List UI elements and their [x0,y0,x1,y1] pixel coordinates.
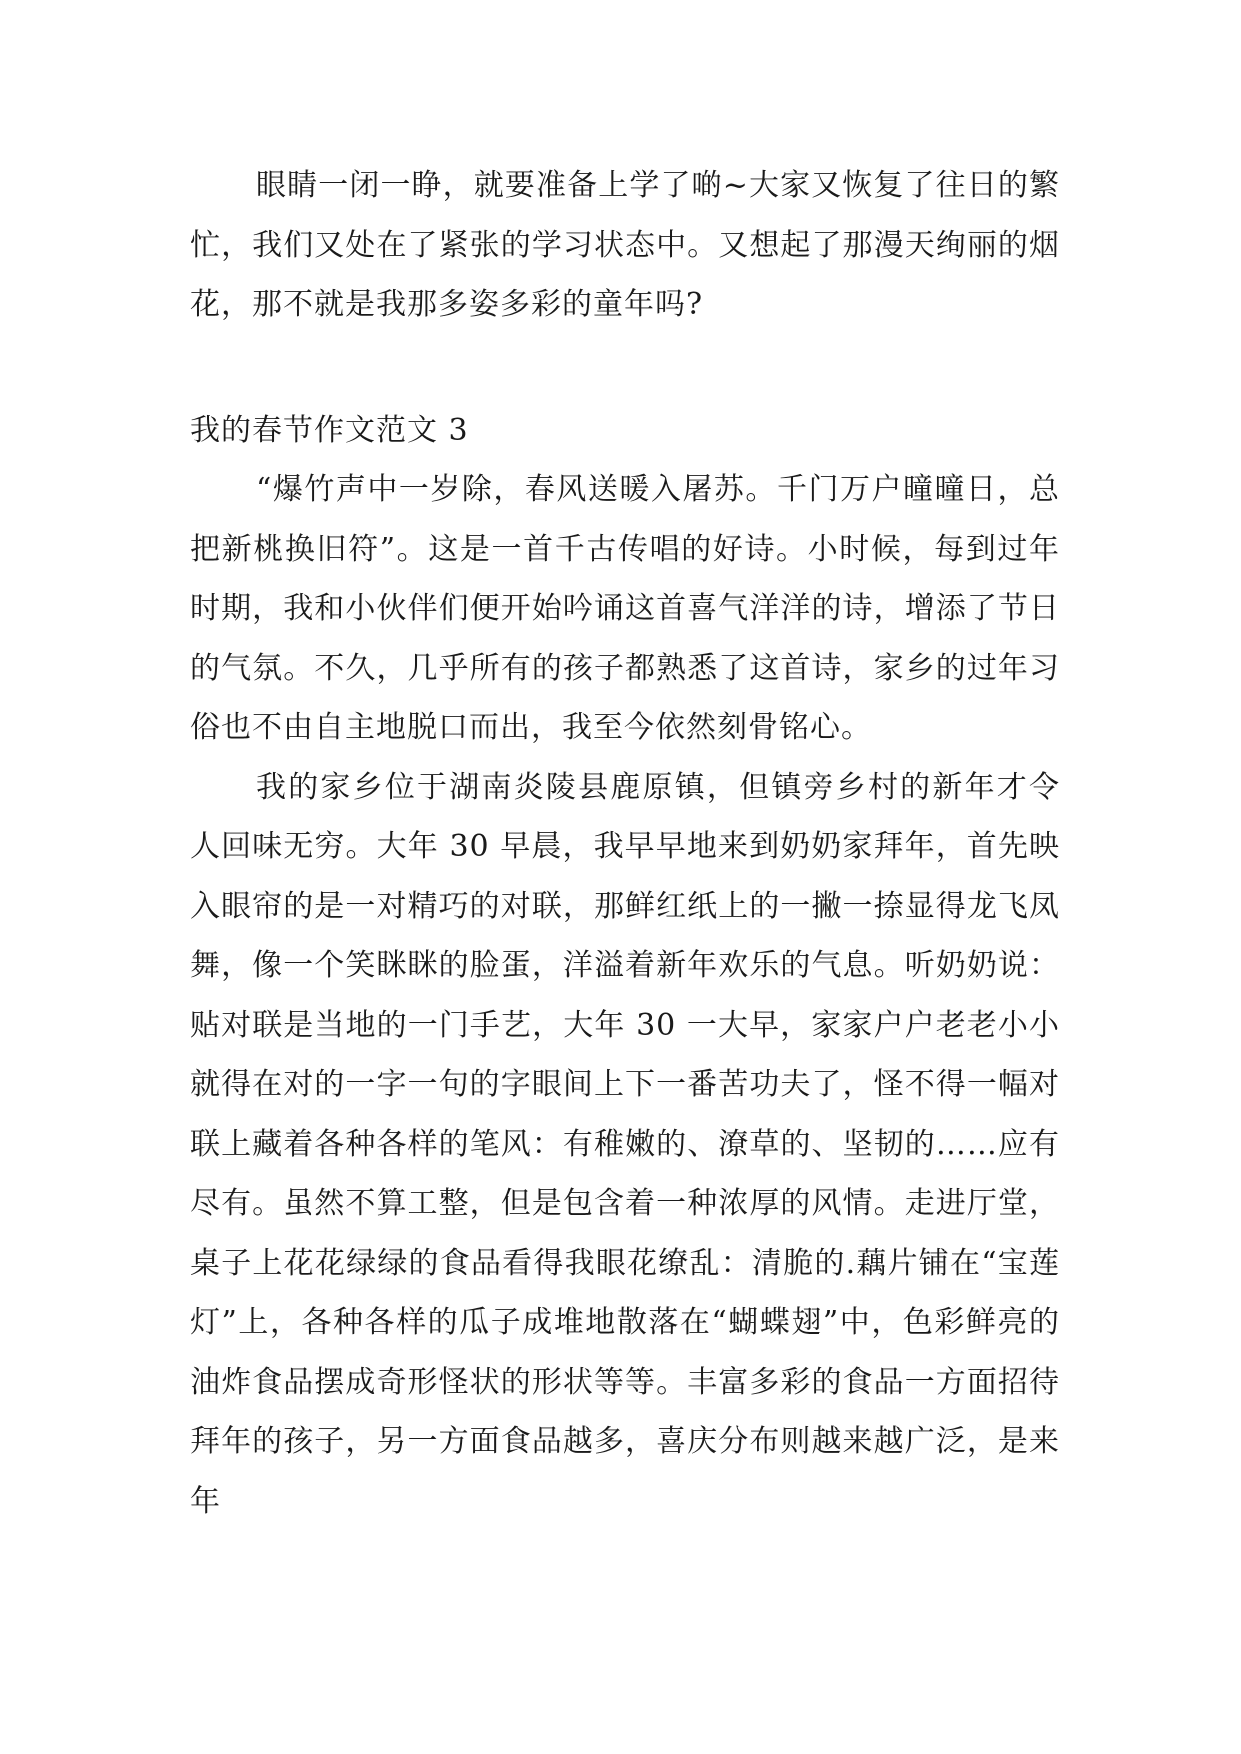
document-content [190,156,1060,1531]
intro-paragraph: 眼睛一闭一睁，就要准备上学了啲~大家又恢复了往日的繁忙，我们又处在了紧张的学习状态中。又想起了那漫天绚丽的烟花，那不就是我那多姿多彩的童年吗? [190,168,1060,322]
section-gap [190,335,1060,401]
body-paragraph-2: 我的家乡位于湖南炎陵县鹿原镇，但镇旁乡村的新年才令人回味无穷。大年 30 早晨，我早早地来到奶奶家拜年，首先映入眼帘的是一对精巧的对联，那鲜红纸上的一撇一捺显得龙飞凤舞，像一个笑眯眯的脸蛋，洋溢着新年欢乐的气息。听奶奶说：贴对联是当地的一门手艺，大年 30 一大早，家家户户老老小小就得在对的一字一句的字眼间上下一番苦功夫了，怪不得一幅对联上藏着各种各样的笔风：有稚嫩的、潦草的、坚韧的……应有尽有。虽然不算工整，但是包含着一种浓厚的风情。走进厅堂，桌子上花花绿绿的食品看得我眼花缭乱：清脆的.藕片铺在“宝莲灯”上，各种各样的瓜子成堆地散落在“蝴蝶翅”中，色彩鲜亮的油炸食品摆成奇形怪状的形状等等。丰富多彩的食品一方面招待拜年的孩子，另一方面食品越多，喜庆分布则越来越广泛，是来年 [190,769,1060,1519]
section-title: 我的春节作文范文 3 [190,412,469,448]
body-paragraph-1: “爆竹声中一岁除，春风送暖入屠苏。千门万户曈曈日，总把新桃换旧符”。这是一首千古传唱的好诗。小时候，每到过年时期，我和小伙伴们便开始吟诵这首喜气洋洋的诗，增添了节日的气氛。不久，几乎所有的孩子都熟悉了这首诗，家乡的过年习俗也不由自主地脱口而出，我至今依然刻骨铭心。 [190,472,1060,745]
